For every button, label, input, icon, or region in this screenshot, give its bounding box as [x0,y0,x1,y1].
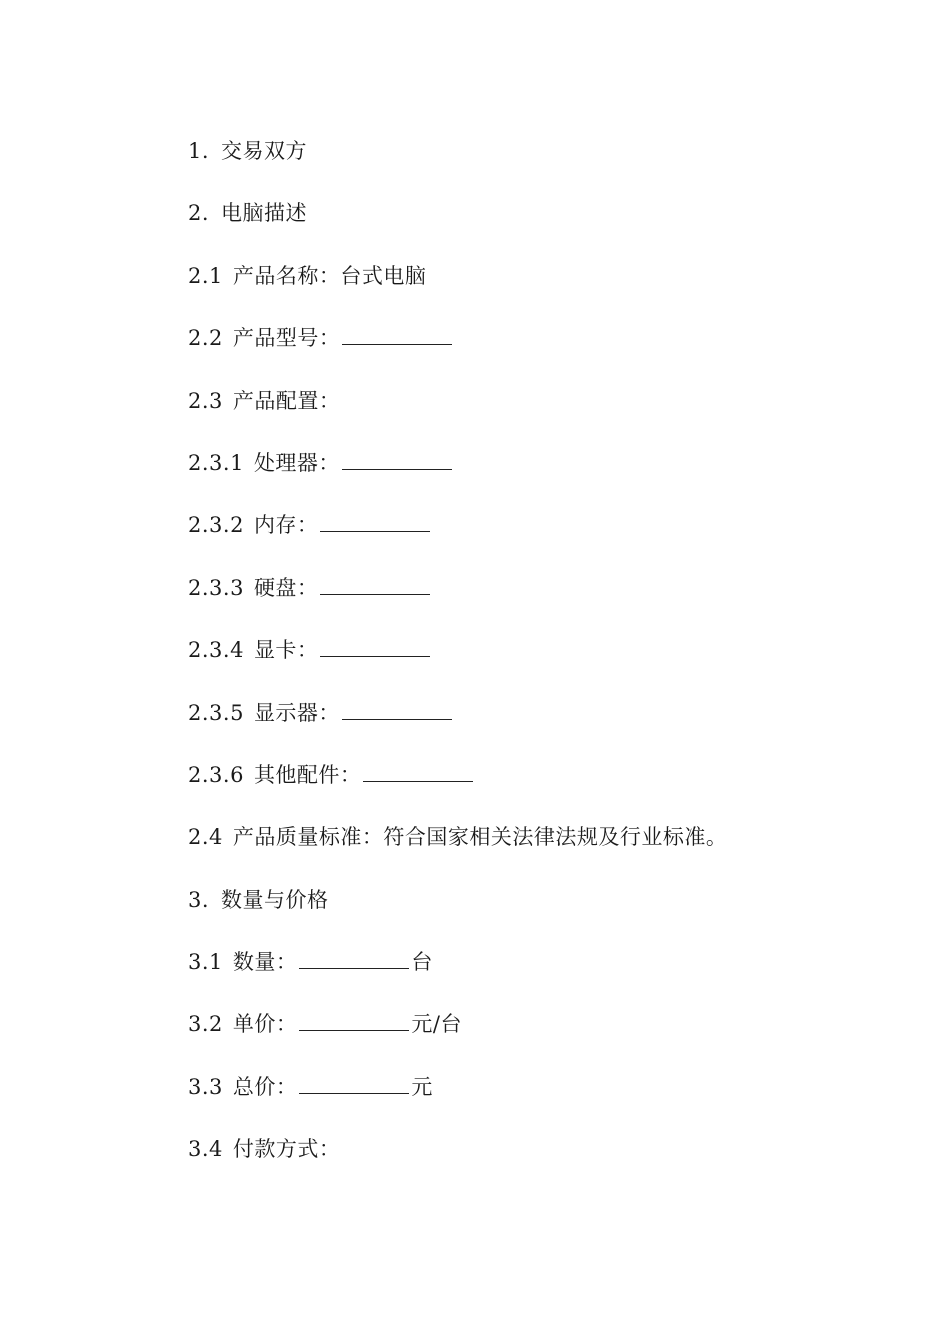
section-text: 显示器： [253,700,340,725]
section-number: 3.1 [188,950,223,975]
section-number: 3. [188,887,210,912]
section-text: 产品型号： [232,326,341,351]
section-text: 产品名称：台式电脑 [232,263,427,288]
clause-quantity [188,948,888,1010]
section-text: 单价： [232,1012,298,1037]
clause-other-accessories [188,761,888,823]
section-text: 硬盘： [253,575,319,600]
section-number: 2.3.3 [188,575,244,600]
clause-unit-price [188,1010,888,1072]
section-number: 2.3.4 [188,638,244,663]
graphics-card-blank[interactable] [320,636,430,657]
monitor-blank[interactable] [342,699,452,720]
clause-total-price [188,1073,888,1135]
section-text: 处理器： [253,450,340,475]
unit-label: 元/台 [411,1012,462,1037]
section-heading-description [188,199,888,261]
unit-price-blank[interactable] [299,1010,409,1031]
hard-disk-blank[interactable] [320,574,430,595]
clause-product-name [188,262,888,324]
section-text: 数量与价格 [221,887,329,912]
document-body [188,137,888,1198]
clause-hard-disk [188,574,888,636]
section-number: 2.3 [188,388,223,413]
section-text: 电脑描述 [221,201,308,226]
section-number: 2.4 [188,825,223,850]
section-text: 内存： [253,513,319,538]
clause-processor [188,449,888,511]
section-text: 显卡： [253,638,319,663]
section-heading-quantity-price [188,886,888,948]
clause-monitor [188,699,888,761]
section-number: 1. [188,139,210,163]
section-number: 2.2 [188,326,223,351]
section-number: 3.4 [188,1137,223,1162]
clause-product-config [188,387,888,449]
model-blank[interactable] [342,324,452,345]
section-text: 数量： [232,950,298,975]
section-heading-parties [188,137,888,199]
section-text: 总价： [232,1074,298,1099]
accessories-blank[interactable] [363,761,473,782]
section-text: 产品配置： [232,388,341,413]
section-text: 产品质量标准：符合国家相关法律法规及行业标准。 [232,825,728,850]
section-number: 3.3 [188,1074,223,1099]
unit-label: 元 [411,1074,433,1099]
processor-blank[interactable] [342,449,452,470]
section-number: 2. [188,201,210,226]
memory-blank[interactable] [320,511,430,532]
section-text: 其他配件： [253,762,362,787]
total-price-blank[interactable] [299,1073,409,1094]
clause-graphics-card [188,636,888,698]
section-text: 交易双方 [221,139,308,163]
quantity-blank[interactable] [299,948,409,969]
unit-label: 台 [411,950,433,975]
clause-payment-method [188,1135,888,1197]
section-number: 2.3.6 [188,762,244,787]
section-number: 2.1 [188,263,223,288]
clause-memory [188,511,888,573]
clause-quality-standard [188,823,888,885]
section-number: 2.3.2 [188,513,244,538]
section-number: 2.3.1 [188,450,244,475]
clause-product-model [188,324,888,386]
section-text: 付款方式： [232,1137,341,1162]
section-number: 3.2 [188,1012,223,1037]
section-number: 2.3.5 [188,700,244,725]
